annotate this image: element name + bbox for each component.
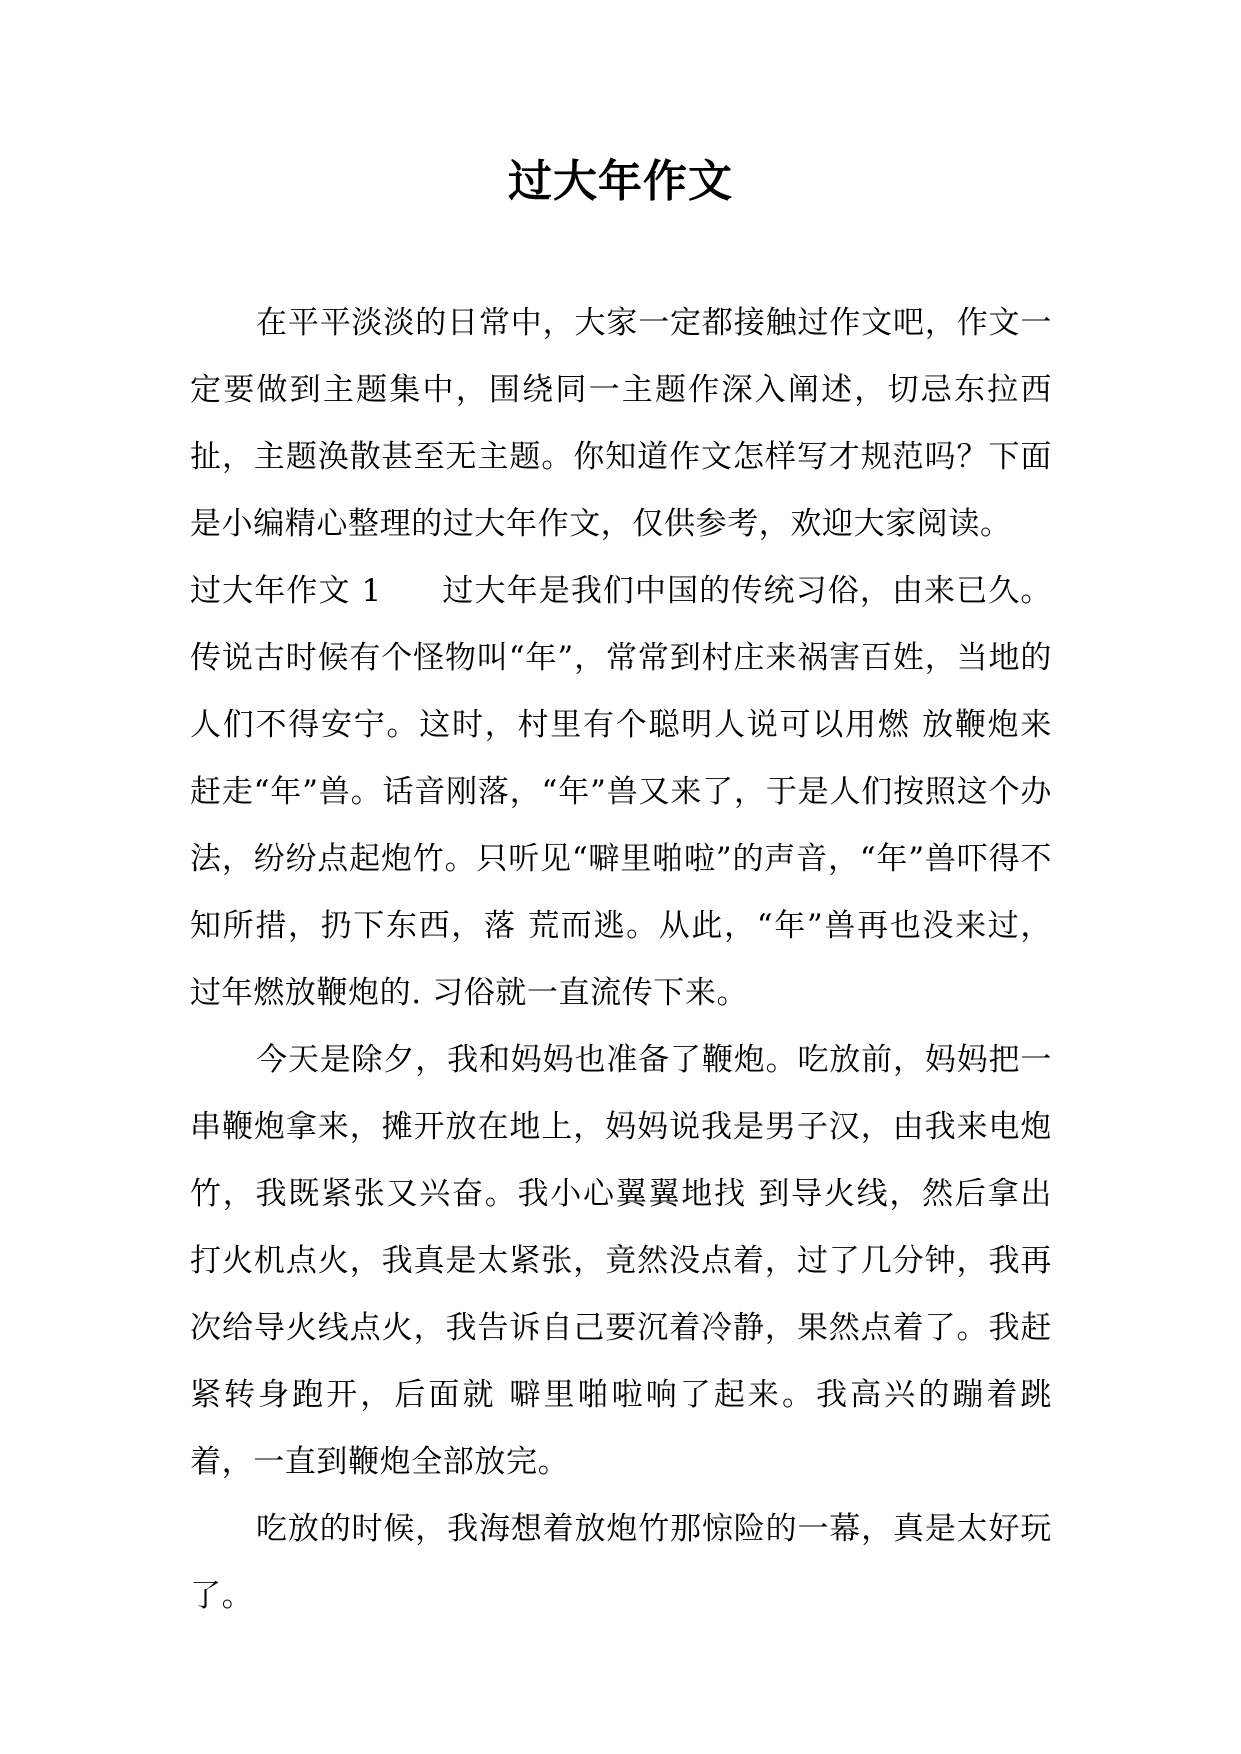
essay-1-paragraph-2: 今天是除夕，我和妈妈也准备了鞭炮。吃放前，妈妈把一串鞭炮拿来，摊开放在地上，妈妈说我是男子汉，由我来电炮竹，我既紧张又兴奋。我小心翼翼地找 到导火线，然后拿出打火机点火，我真是太紧张，竟然没点着，过了几分钟，我再次给导火线点火，我告诉自己要沉着冷静，果然点着了。我赶紧转身跑开，后面就 噼里啪啦响了起来。我高兴的蹦着跳着，一直到鞭炮全部放完。 (190, 1042, 1052, 1480)
essay-1-paragraph-3: 吃放的时候，我海想着放炮竹那惊险的一幕，真是太好玩了。 (190, 1511, 1052, 1614)
essay-1-label: 过大年作文 1 (190, 573, 382, 609)
essay-1-first-paragraph (190, 558, 1052, 1027)
document-title: 过大年作文 (508, 156, 733, 207)
essay-1-first-paragraph-text: 过大年是我们中国的传统习俗，由来已久。传说古时候有个怪物叫“年”，常常到村庄来祸害百姓，当地的人们不得安宁。这时，村里有个聪明人说可以用燃 放鞭炮来赶走“年”兽。话音刚落，“年”兽又来了，于是人们按照这个办法，纷纷点起炮竹。只听见“噼里啪啦”的声音，“年”兽吓得不知所措，扔下东西，落 荒而逃。从此，“年”兽再也没来过，过年燃放鞭炮的. 习俗就一直流传下来。 (190, 573, 1052, 1011)
intro-paragraph: 在平平淡淡的日常中，大家一定都接触过作文吧，作文一定要做到主题集中，围绕同一主题作深入阐述，切忌东拉西扯，主题涣散甚至无主题。你知道作文怎样写才规范吗？下面是小编精心整理的过大年作文，仅供参考，欢迎大家阅读。 (190, 305, 1052, 542)
document-body (190, 290, 1052, 1630)
